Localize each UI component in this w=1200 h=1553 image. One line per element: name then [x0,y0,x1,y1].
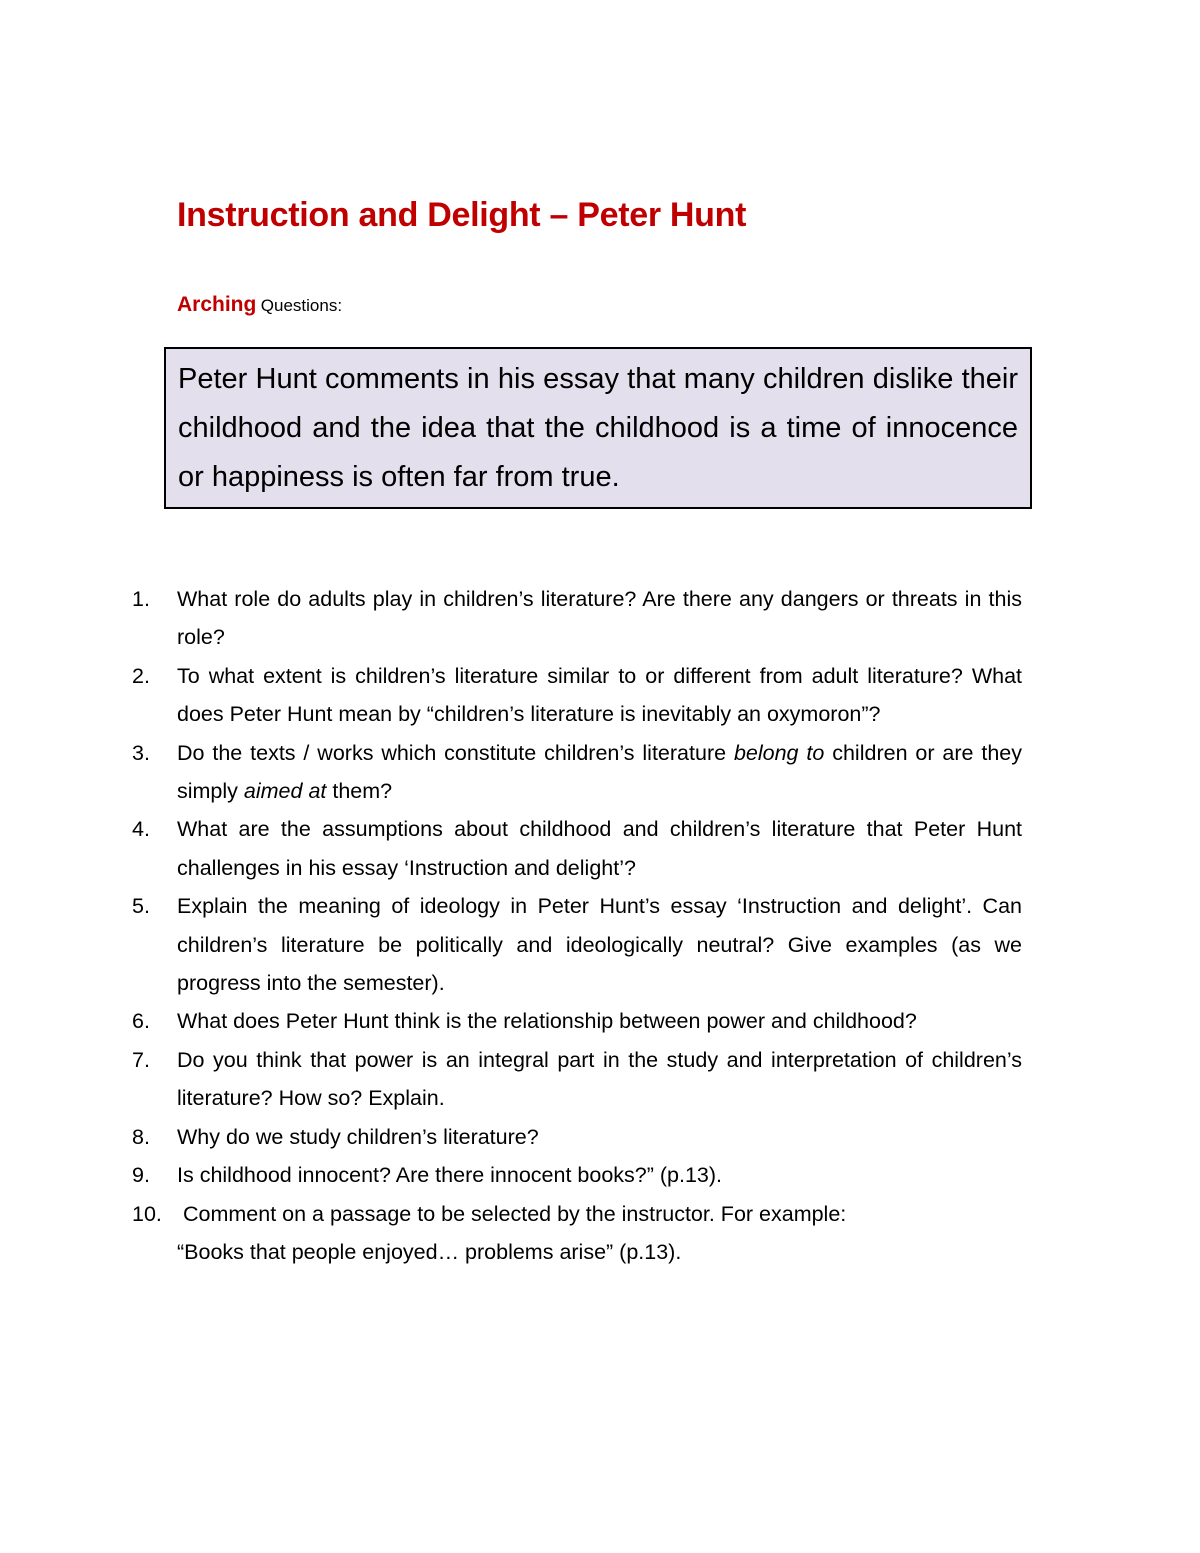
question-text [177,741,1022,803]
question-quote-line: “Books that people enjoyed… problems arise” (p.13). [177,1239,682,1264]
document-title: Instruction and Delight – Peter Hunt [177,196,747,234]
quote-text: Peter Hunt comments in his essay that many children dislike their childhood and the idea that the childhood is a time of innocence or happiness is often far from true. [178,363,1018,493]
question-number: 1. [132,587,150,611]
question-item [132,1156,1022,1194]
question-text: Why do we study children’s literature? [177,1124,539,1149]
question-text: What role do adults play in children’s literature? Are there any dangers or threats in this role? [177,587,1022,650]
question-text: Do you think that power is an integral part in the study and interpretation of children’s literature? How so? Explain. [177,1047,1022,1111]
question-item [132,657,1022,734]
question-item [132,734,1022,811]
question-number: 8. [132,1124,150,1149]
question-text: What are the assumptions about childhood and children’s literature that Peter Hunt challenges in his essay ‘Instruction and delight’? [177,817,1022,880]
emphasis-text: belong to [733,740,825,765]
question-text: What does Peter Hunt think is the relationship between power and childhood? [177,1009,917,1034]
question-text: Explain the meaning of ideology in Peter Hunt’s essay ‘Instruction and delight’. Can children’s literature be politically and ideologically neutral? Give examples (as we progress into the semester). [177,894,1022,996]
question-item [132,1118,1022,1156]
question-number: 4. [132,817,150,842]
question-item [132,887,1022,1002]
question-number: 9. [132,1163,150,1188]
question-text: To what extent is children’s literature similar to or different from adult literature? What does Peter Hunt mean by “children’s literature is inevitably an oxymoron”? [177,663,1022,727]
question-text-part: children or are they simply [177,740,1023,804]
question-item [132,1195,1022,1272]
question-item [132,810,1022,887]
question-number: 10. [132,1201,162,1226]
subtitle-accent: Arching [177,293,257,316]
subtitle-rest: Questions: [260,296,343,315]
question-item [132,580,1022,657]
question-item [132,1041,1022,1118]
question-number: 2. [132,663,150,688]
question-number: 7. [132,1047,150,1072]
quote-box [164,347,1032,509]
question-item [132,1002,1022,1040]
question-text: Comment on a passage to be selected by the instructor. For example: [183,1201,847,1226]
question-number: 6. [132,1009,150,1034]
question-number: 3. [132,740,150,765]
question-list [132,580,1022,1271]
question-text: Is childhood innocent? Are there innocent books?” (p.13). [177,1163,723,1188]
question-text-part: them? [326,779,393,804]
emphasis-text: aimed at [243,779,327,804]
question-text-part: Do the texts / works which constitute children’s literature [177,740,734,765]
section-subtitle [177,293,342,317]
question-number: 5. [132,894,150,919]
